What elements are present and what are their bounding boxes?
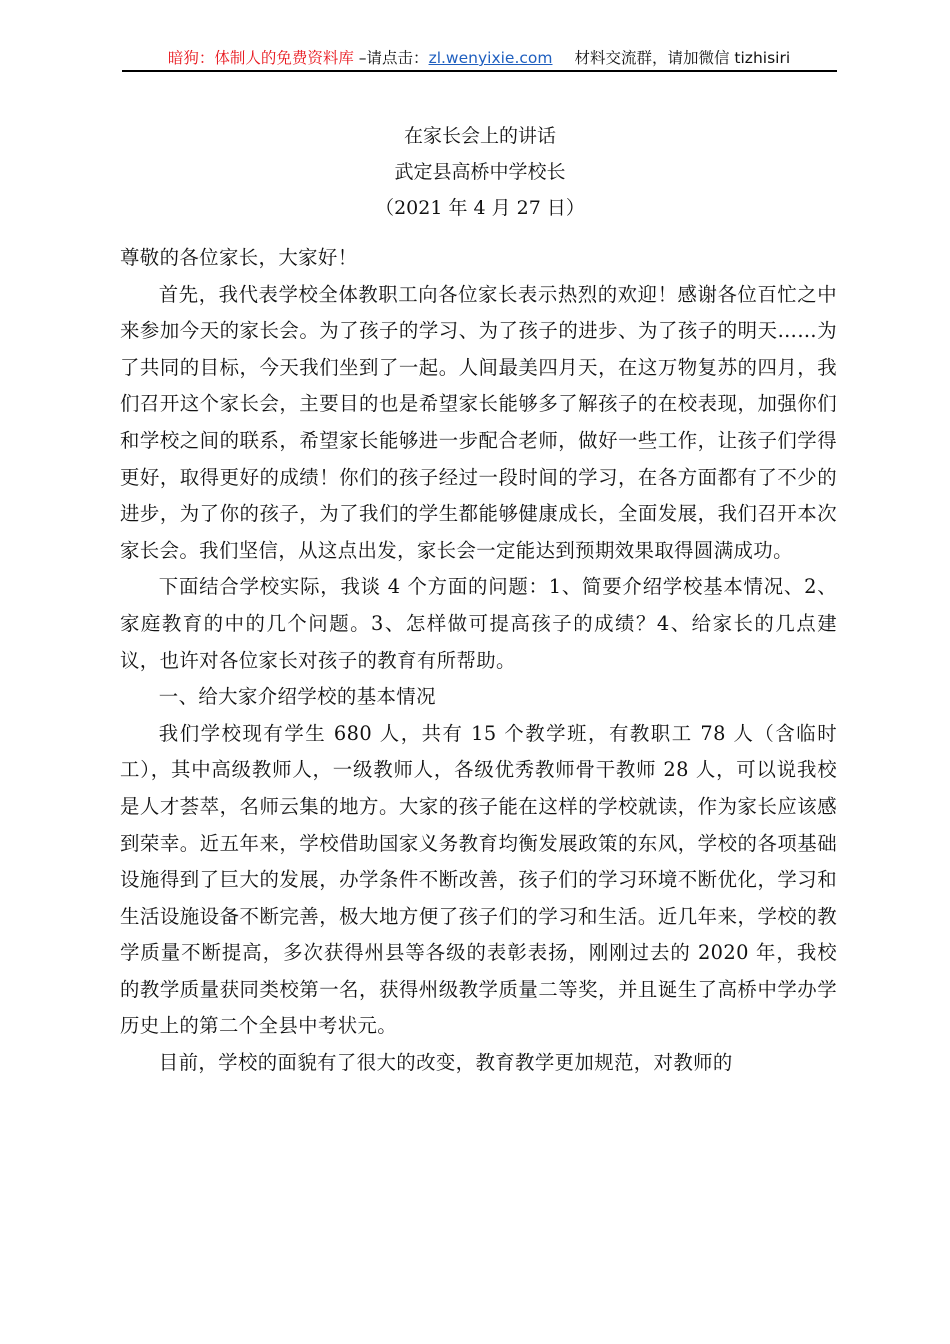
section-heading: 一、给大家介绍学校的基本情况: [158, 685, 436, 709]
paragraph: 下面结合学校实际，我谈 4 个方面的问题：1、简要介绍学校基本情况、2、家庭教育的中的几个问题。3、怎样做可提高孩子的成绩？4、给家长的几点建议，也许对各位家长对孩子的教育有所帮助。: [120, 575, 837, 672]
header-link[interactable]: zl.wenyixie.com: [428, 49, 553, 67]
header-note: 材料交流群，请加微信 tizhisiri: [574, 49, 791, 67]
paragraph: 首先，我代表学校全体教职工向各位家长表示热烈的欢迎！感谢各位百忙之中来参加今天的家长会。为了孩子的学习、为了孩子的进步、为了孩子的明天……为了共同的目标，今天我们坐到了一起。人间最美四月天，在这万物复苏的四月，我们召开这个家长会，主要目的也是希望家长能够多了解孩子的在校表现，加强你们和学校之间的联系，希望家长能够进一步配合老师，做好一些工作，让孩子们学得更好，取得更好的成绩！你们的孩子经过一段时间的学习，在各方面都有了不少的进步，为了你的孩子，为了我们的学生都能够健康成长，全面发展，我们召开本次家长会。我们坚信，从这点出发，家长会一定能达到预期效果取得圆满成功。: [120, 282, 837, 562]
header-brand: 暗狗：体制人的免费资料库: [167, 49, 354, 67]
document-body: [120, 240, 837, 1082]
paragraph: 目前，学校的面貌有了很大的改变，教育教学更加规范，对教师的: [158, 1051, 733, 1075]
paragraph: 我们学校现有学生 680 人，共有 15 个教学班，有教职工 78 人（含临时工），其中高级教师人，一级教师人，各级优秀教师骨干教师 28 人，可以说我校是人才荟萃，名师云集的地方。大家的孩子能在这样的学校就读，作为家长应该感到荣幸。近五年来，学校借助国家义务教育均衡发展政策的东风，学校的各项基础设施得到了巨大的发展，办学条件不断改善，孩子们的学习环境不断优化，学习和生活设施设备不断完善，极大地方便了孩子们的学习和生活。近几年来，学校的教学质量不断提高，多次获得州县等各级的表彰表扬，刚刚过去的 2020 年，我校的教学质量获同类校第一名，获得州级教学质量二等奖，并且诞生了高桥中学办学历史上的第二个全县中考状元。: [120, 721, 837, 1038]
document-title: 在家长会上的讲话: [403, 125, 556, 147]
header-divider: [122, 70, 837, 72]
page-header: [122, 46, 836, 70]
document-date: （2021 年 4 月 27 日）: [375, 197, 585, 219]
document-author: 武定县高桥中学校长: [394, 161, 566, 183]
document-title-block: [120, 118, 840, 226]
header-prompt: –请点击：: [353, 49, 429, 67]
salutation: 尊敬的各位家长，大家好！: [120, 246, 358, 269]
